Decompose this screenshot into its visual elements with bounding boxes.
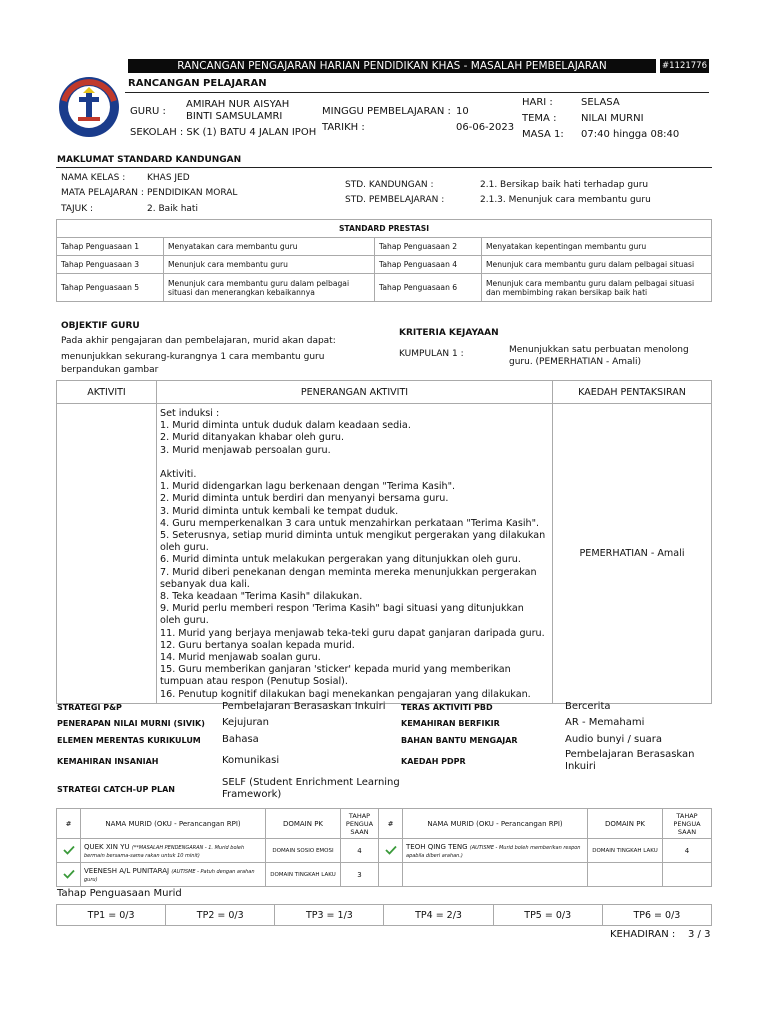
aktiviti-line: 15. Guru memberikan ganjaran 'sticker' kepada murid yang memberikan — [160, 664, 511, 676]
aktiviti-line: 9. Murid perlu memberi respon 'Terima Kasih" bagi situasi yang ditunjukkan — [160, 603, 524, 615]
divider — [56, 167, 712, 168]
aktiviti-line: 8. Teka keadaan "Terima Kasih" dilakukan. — [160, 591, 363, 603]
aktiviti-table — [56, 380, 712, 704]
col-nama: NAMA MURID (OKU - Perancangan RPI) — [403, 809, 588, 839]
check-icon — [379, 839, 403, 863]
tajuk-value: 2. Baik hati — [147, 204, 198, 214]
page-header-title: RANCANGAN PENGAJARAN HARIAN PENDIDIKAN KHAS - MASALAH PEMBELAJARAN — [128, 59, 656, 73]
objektif-line1: Pada akhir pengajaran dan pembelajaran, murid akan dapat: — [61, 336, 336, 346]
tp2-desc: Menyatakan kepentingan membantu guru — [482, 238, 712, 256]
tp3-label: Tahap Penguasaan 3 — [57, 256, 164, 274]
kaedah-value: PEMERHATIAN - Amali — [553, 404, 712, 704]
tp5-count: TP5 = 0/3 — [493, 905, 602, 926]
aktiviti-line: 4. Guru memperkenalkan 3 cara untuk menzahirkan perkataan "Terima Kasih". — [160, 517, 540, 529]
murid-name-cell — [403, 839, 588, 863]
kelas-value: KHAS JED — [147, 173, 190, 183]
standard-section-title: MAKLUMAT STANDARD KANDUNGAN — [57, 155, 242, 165]
murid-name-cell — [81, 839, 266, 863]
kumpulan-value: Menunjukkan satu perbuatan menolong guru. (PEMERHATIAN - Amali) — [509, 345, 689, 367]
tema-label: TEMA : — [522, 113, 557, 124]
col-no: # — [379, 809, 403, 839]
masa-value: 07:40 hingga 08:40 — [581, 129, 680, 140]
aktiviti-cell — [57, 404, 157, 704]
tp4-desc: Menunjuk cara membantu guru dalam pelbagai situasi — [482, 256, 712, 274]
sk-value: 2.1. Bersikap baik hati terhadap guru — [480, 180, 649, 190]
tp1-desc: Menyatakan cara membantu guru — [164, 238, 375, 256]
tp1-label: Tahap Penguasaan 1 — [57, 238, 164, 256]
school-crest-logo — [57, 75, 121, 139]
tema-value: NILAI MURNI — [581, 113, 644, 124]
sk-label: STD. KANDUNGAN : — [345, 180, 434, 190]
tp3-desc: Menunjuk cara membantu guru — [164, 256, 375, 274]
kehadiran-value: 3 / 3 — [688, 929, 711, 940]
empty-cell — [379, 863, 403, 887]
hari-value: SELASA — [581, 97, 620, 108]
aktiviti-line: 11. Murid yang berjaya menjawab teka-teki guru dapat ganjaran daripada guru. — [160, 627, 545, 639]
aktiviti-line: 1. Murid diminta untuk duduk dalam keadaan sedia. — [160, 420, 411, 432]
sp-value: 2.1.3. Menunjuk cara membantu guru — [480, 195, 651, 205]
tp2-count: TP2 = 0/3 — [166, 905, 275, 926]
standard-prestasi-table — [56, 219, 712, 302]
guru-name-line1: AMIRAH NUR AISYAH — [186, 99, 290, 110]
pdpr-value: Pembelajaran Berasaskan Inkuiri — [565, 749, 695, 772]
check-icon — [57, 863, 81, 887]
berfikir-value: AR - Memahami — [565, 717, 645, 728]
aktiviti-line: tumpuan atau respon (Penutup Sosial). — [160, 676, 348, 688]
empty-cell — [663, 863, 712, 887]
tarikh-label: TARIKH : — [322, 122, 365, 133]
aktiviti-line: oleh guru. — [160, 615, 209, 627]
murid-table — [56, 808, 712, 887]
col-kaedah: KAEDAH PENTAKSIRAN — [553, 381, 712, 404]
aktiviti-lines — [160, 408, 549, 701]
penguasaan-table — [56, 904, 712, 926]
aktiviti-line: 5. Seterusnya, setiap murid diminta untuk mengikut pergerakan yang dilakukan — [160, 530, 546, 542]
tp4-count: TP4 = 2/3 — [384, 905, 493, 926]
aktiviti-line: 1. Murid didengarkan lagu berkenaan dengan "Terima Kasih". — [160, 481, 456, 493]
bbm-value: Audio bunyi / suara — [565, 734, 662, 745]
penerangan-cell — [157, 404, 553, 704]
aktiviti-line: 2. Murid ditanyakan khabar oleh guru. — [160, 432, 345, 444]
masa-label: MASA 1: — [522, 129, 564, 140]
tp6-label: Tahap Penguasaan 6 — [375, 274, 482, 302]
tp5-label: Tahap Penguasaan 5 — [57, 274, 164, 302]
nilai-label: PENERAPAN NILAI MURNI (SIVIK) — [57, 719, 205, 728]
pnp-value: Pembelajaran Berasaskan Inkuiri — [222, 701, 386, 712]
murid-tahap: 4 — [341, 839, 379, 863]
objektif-line2: menunjukkan sekurang-kurangnya 1 cara membantu guru berpandukan gambar — [61, 352, 325, 375]
murid-note: (**MASALAH PENDENGARAN - 1. Murid boleh bermain bersama-sama rakan untuk 10 minit) — [84, 844, 245, 859]
aktiviti-line: 16. Penutup kognitif dilakukan bagi menekankan pengajaran yang dilakukan. — [160, 688, 531, 700]
subjek-label: MATA PELAJARAN : — [61, 188, 144, 198]
col-no: # — [57, 809, 81, 839]
minggu-value: 10 — [456, 106, 469, 117]
aktiviti-line: sebanyak dua kali. — [160, 578, 250, 590]
tp4-label: Tahap Penguasaan 4 — [375, 256, 482, 274]
aktiviti-line: oleh guru. — [160, 542, 209, 554]
prestasi-title: STANDARD PRESTASI — [57, 220, 712, 238]
subjek-value: PENDIDIKAN MORAL — [147, 188, 238, 198]
tp2-label: Tahap Penguasaan 2 — [375, 238, 482, 256]
tarikh-value: 06-06-2023 — [456, 122, 515, 133]
teras-label: TERAS AKTIVITI PBD — [401, 703, 493, 712]
section-title: RANCANGAN PELAJARAN — [128, 78, 267, 89]
pnp-label: STRATEGI P&P — [57, 703, 122, 712]
empty-cell — [588, 863, 663, 887]
empty-cell — [403, 863, 588, 887]
insaniah-label: KEMAHIRAN INSANIAH — [57, 757, 159, 766]
murid-tahap: 4 — [663, 839, 712, 863]
document-id: #1121776 — [660, 59, 709, 73]
check-icon — [57, 839, 81, 863]
aktiviti-line: 3. Murid menjawab persoalan guru. — [160, 444, 331, 456]
aktiviti-line: Aktiviti. — [160, 469, 197, 481]
aktiviti-line: 7. Murid diberi penekanan dengan meminta mereka menunjukkan pergerakan — [160, 566, 537, 578]
nilai-value: Kejujuran — [222, 717, 270, 728]
aktiviti-line: 3. Murid diminta untuk kembali ke tempat duduk. — [160, 505, 399, 517]
tp5-desc: Menunjuk cara membantu guru dalam pelbagai situasi dan menerangkan kebaikannya — [164, 274, 375, 302]
kehadiran-label: KEHADIRAN : — [610, 929, 676, 940]
kriteria-title: KRITERIA KEJAYAAN — [399, 328, 499, 338]
tajuk-label: TAJUK : — [61, 204, 93, 214]
aktiviti-line: 2. Murid diminta untuk berdiri dan menyanyi bersama guru. — [160, 493, 449, 505]
sekolah-text: SEKOLAH : SK (1) BATU 4 JALAN IPOH — [130, 127, 317, 138]
murid-tahap: 3 — [341, 863, 379, 887]
tp6-count: TP6 = 0/3 — [602, 905, 711, 926]
pdpr-label: KAEDAH PDPR — [401, 757, 466, 766]
murid-note: (AUTISME - Patuh dengan arahan guru) — [84, 868, 255, 883]
insaniah-value: Komunikasi — [222, 755, 280, 766]
tp3-count: TP3 = 1/3 — [275, 905, 384, 926]
aktiviti-line: 6. Murid diminta untuk melakukan pergerakan yang ditunjukkan oleh guru. — [160, 554, 521, 566]
murid-domain: DOMAIN TINGKAH LAKU — [266, 863, 341, 887]
kelas-label: NAMA KELAS : — [61, 173, 126, 183]
divider — [125, 92, 709, 93]
catchup-label: STRATEGI CATCH-UP PLAN — [57, 785, 175, 794]
teras-value: Bercerita — [565, 701, 611, 712]
aktiviti-line — [160, 457, 549, 469]
minggu-label: MINGGU PEMBELAJARAN : — [322, 106, 451, 117]
catchup-value: SELF (Student Enrichment Learning Framework) — [222, 777, 400, 800]
col-aktiviti: AKTIVITI — [57, 381, 157, 404]
aktiviti-line: Set induksi : — [160, 408, 220, 419]
tp1-count: TP1 = 0/3 — [57, 905, 166, 926]
emk-value: Bahasa — [222, 734, 259, 745]
sp-label: STD. PEMBELAJARAN : — [345, 195, 445, 205]
objektif-title: OBJEKTIF GURU — [61, 321, 140, 331]
murid-name: VEENESH A/L PUNITARAJ — [84, 866, 170, 875]
penguasaan-title: Tahap Penguasaan Murid — [57, 888, 182, 899]
murid-name-cell — [81, 863, 266, 887]
emk-label: ELEMEN MERENTAS KURIKULUM — [57, 736, 201, 745]
murid-name: QUEK XIN YU — [84, 842, 130, 851]
kumpulan-label: KUMPULAN 1 : — [399, 349, 464, 359]
aktiviti-line: 14. Murid menjawab soalan guru. — [160, 652, 321, 664]
murid-name: TEOH QING TENG — [406, 842, 468, 851]
guru-label: GURU : — [130, 106, 166, 117]
murid-domain: DOMAIN SOSIO EMOSI — [266, 839, 341, 863]
murid-domain: DOMAIN TINGKAH LAKU — [588, 839, 663, 863]
col-penerangan: PENERANGAN AKTIVITI — [157, 381, 553, 404]
col-domain: DOMAIN PK — [266, 809, 341, 839]
berfikir-label: KEMAHIRAN BERFIKIR — [401, 719, 500, 728]
col-tahap: TAHAP PENGUA SAAN — [341, 809, 379, 839]
col-nama: NAMA MURID (OKU - Perancangan RPI) — [81, 809, 266, 839]
col-tahap: TAHAP PENGUA SAAN — [663, 809, 712, 839]
tp6-desc: Menunjuk cara membantu guru dalam pelbagai situasi dan membimbing rakan bersikap baik hati — [482, 274, 712, 302]
col-domain: DOMAIN PK — [588, 809, 663, 839]
murid-note: (AUTISME - Murid boleh memberikan respon apabila diberi arahan.) — [406, 844, 581, 859]
guru-name-line2: BINTI SAMSULAMRI — [186, 111, 283, 122]
hari-label: HARI : — [522, 97, 553, 108]
aktiviti-line: 12. Guru bertanya soalan kepada murid. — [160, 639, 355, 651]
bbm-label: BAHAN BANTU MENGAJAR — [401, 736, 518, 745]
